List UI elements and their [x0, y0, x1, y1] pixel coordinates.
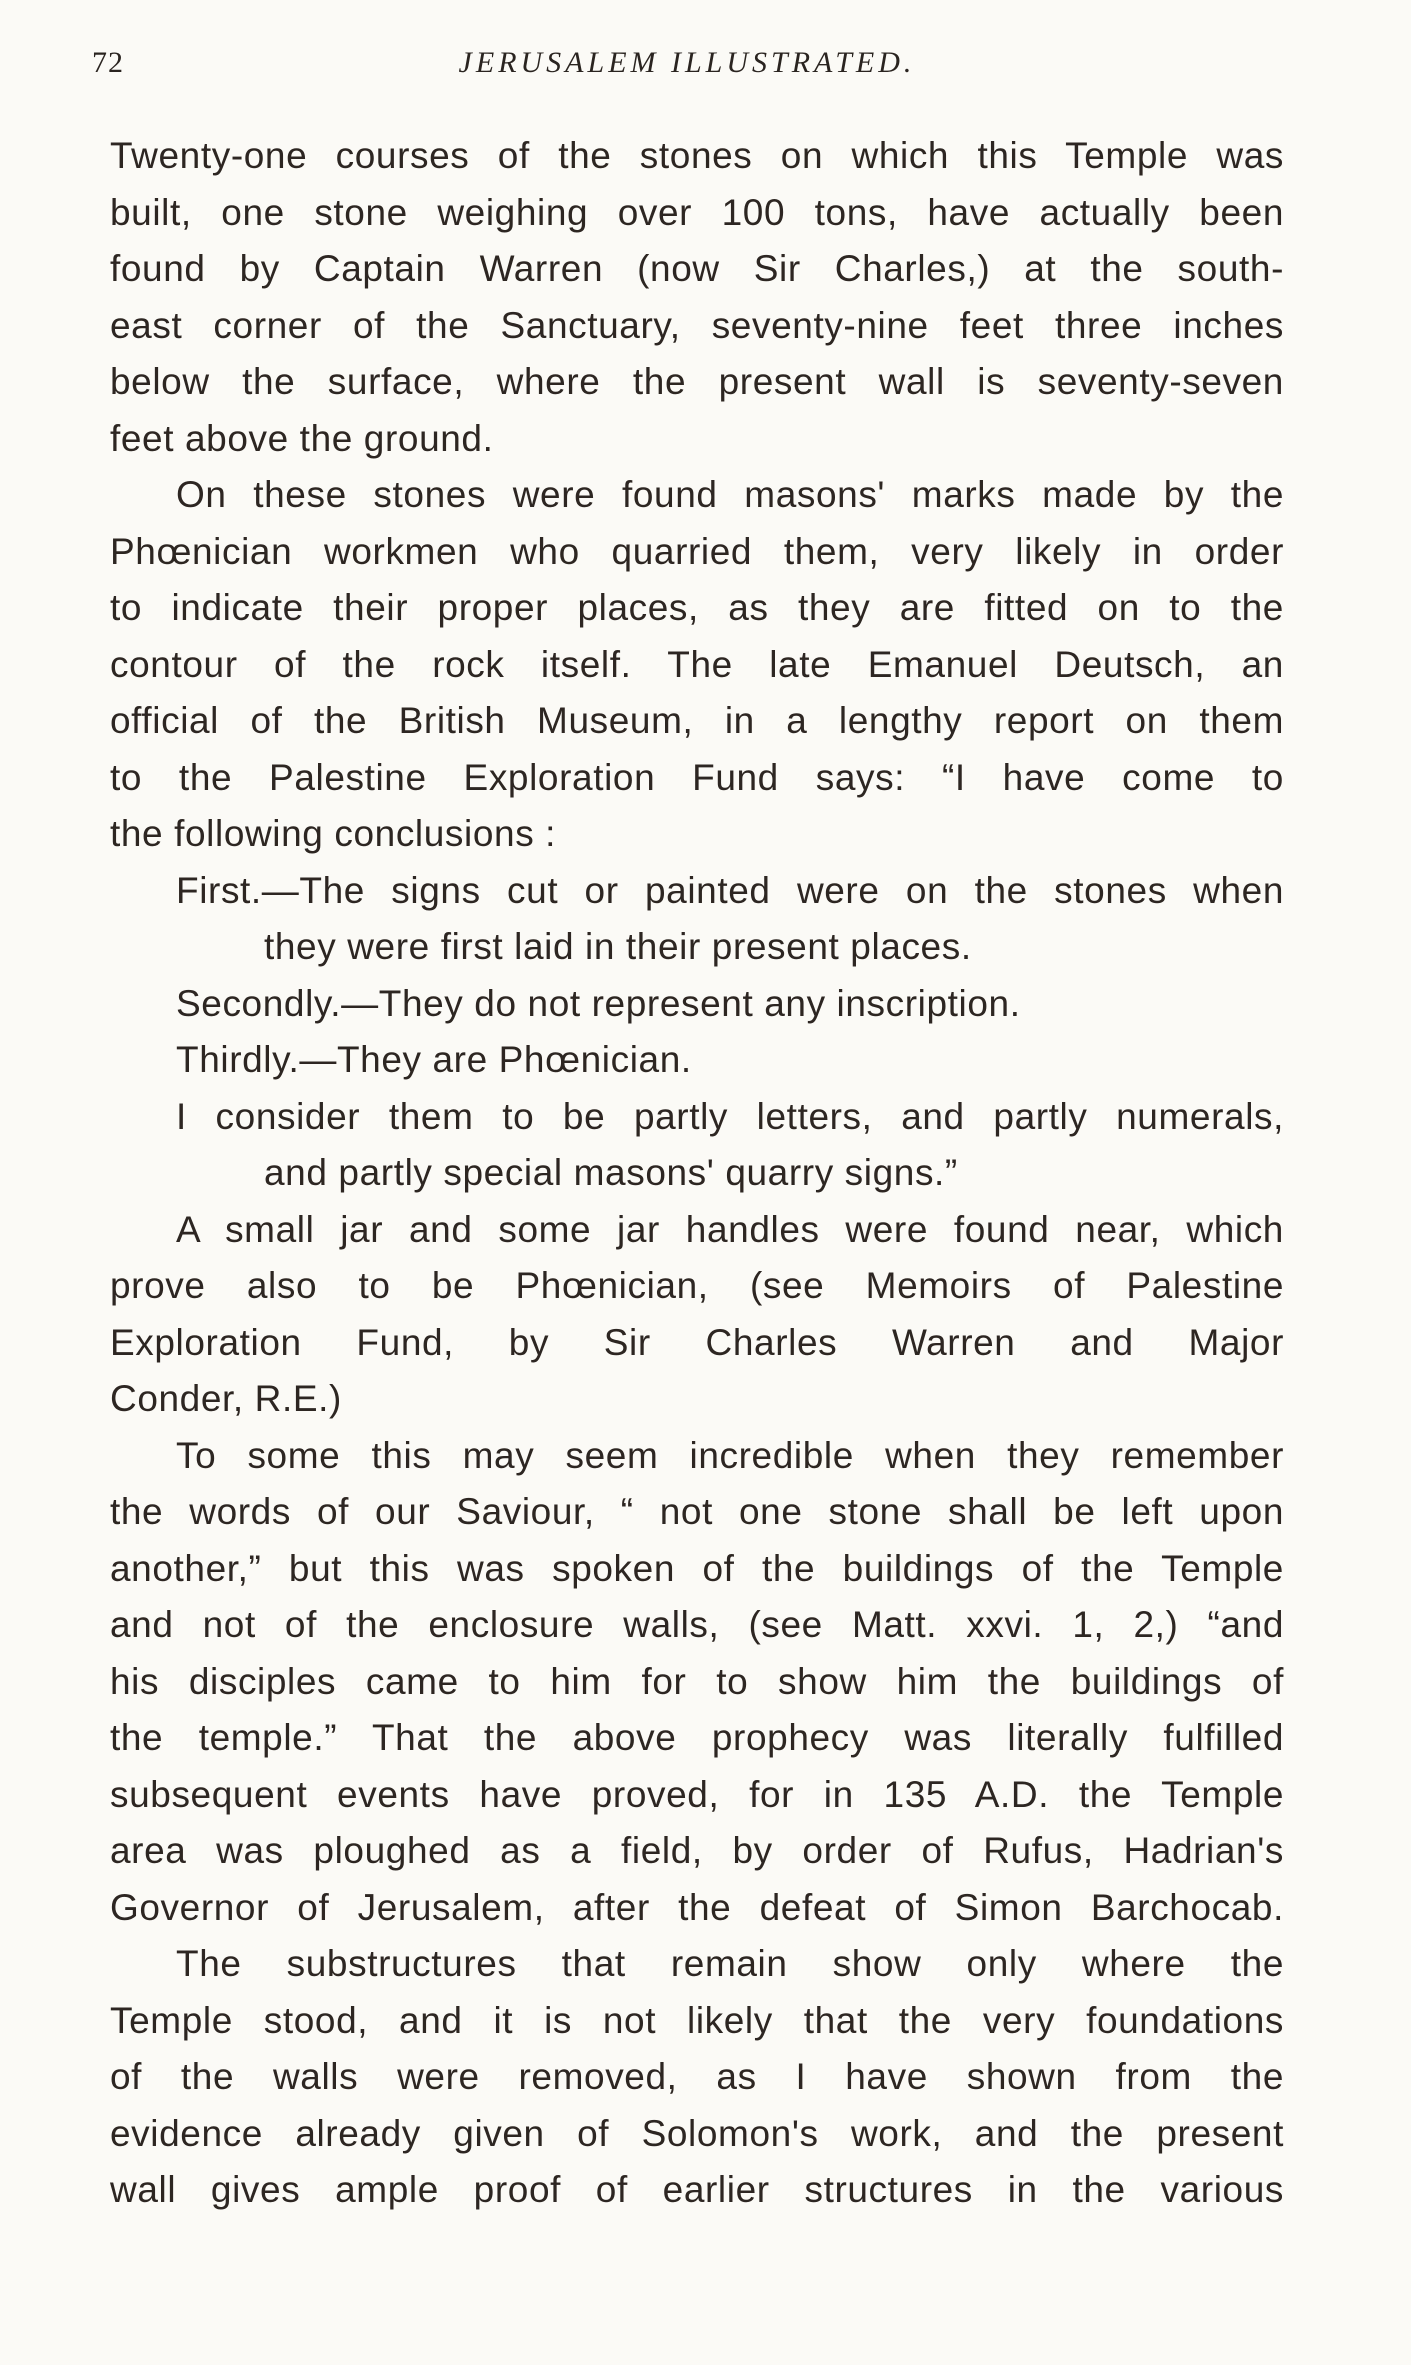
- text-line: The substructures that remain show only where the: [176, 1943, 1284, 1984]
- text-line: Governor of Jerusalem, after the defeat of Simon Barchocab.: [110, 1886, 1284, 1928]
- text-line: feet above the ground.: [110, 417, 494, 459]
- text-line: the temple.” That the above prophecy was literally fulfilled: [110, 1717, 1284, 1758]
- text-line: Conder, R.E.): [110, 1378, 342, 1419]
- text-line: to indicate their proper places, as they are fitted on to the: [110, 587, 1284, 628]
- running-head: [92, 46, 1282, 96]
- text-line: Thirdly.—They are Phœnician.: [176, 1039, 692, 1080]
- text-line: Twenty-one courses of the stones on which this Temple was: [110, 135, 1284, 176]
- text-line: Exploration Fund, by Sir Charles Warren and Major: [110, 1321, 1284, 1363]
- text-line: First.—The signs cut or painted were on the stones when: [176, 869, 1284, 911]
- text-line: and partly special masons' quarry signs.”: [264, 1152, 958, 1193]
- text-line: they were first laid in their present places.: [264, 926, 972, 967]
- text-line: his disciples came to him for to show him the buildings of: [110, 1660, 1284, 1702]
- text-line: east corner of the Sanctuary, seventy-nine feet three inches: [110, 304, 1284, 346]
- body-text: [110, 128, 1284, 2219]
- text-line: Temple stood, and it is not likely that the very foundations: [110, 1999, 1284, 2041]
- text-line: another,” but this was spoken of the buildings of the Temple: [110, 1547, 1284, 1589]
- running-title: JERUSALEM ILLUSTRATED.: [458, 46, 916, 79]
- text-line: prove also to be Phœnician, (see Memoirs of Palestine: [110, 1265, 1284, 1306]
- text-line: the words of our Saviour, “ not one stone shall be left upon: [110, 1491, 1284, 1532]
- text-line: To some this may seem incredible when they remember: [176, 1434, 1284, 1476]
- text-line: Phœnician workmen who quarried them, very likely in order: [110, 530, 1284, 572]
- text-line: and not of the enclosure walls, (see Matt. xxvi. 1, 2,) “and: [110, 1604, 1284, 1645]
- text-line: of the walls were removed, as I have shown from the: [110, 2056, 1284, 2097]
- text-line: official of the British Museum, in a lengthy report on them: [110, 700, 1284, 741]
- text-line: subsequent events have proved, for in 135 A.D. the Temple: [110, 1773, 1284, 1815]
- text-line: evidence already given of Solomon's work, and the present: [110, 2112, 1284, 2154]
- text-line: built, one stone weighing over 100 tons, have actually been: [110, 191, 1284, 233]
- text-line: contour of the rock itself. The late Emanuel Deutsch, an: [110, 643, 1284, 685]
- text-line: A small jar and some jar handles were found near, which: [176, 1208, 1284, 1250]
- text-line: On these stones were found masons' marks made by the: [176, 474, 1284, 515]
- text-line: Secondly.—They do not represent any inscription.: [176, 982, 1021, 1024]
- text-line: below the surface, where the present wall is seventy-seven: [110, 361, 1284, 402]
- text-line: the following conclusions :: [110, 813, 557, 854]
- page-number: 72: [92, 46, 124, 79]
- text-line: area was ploughed as a field, by order of Rufus, Hadrian's: [110, 1830, 1284, 1871]
- text-line: I consider them to be partly letters, and partly numerals,: [176, 1095, 1284, 1137]
- text-line: to the Palestine Exploration Fund says: “I have come to: [110, 756, 1284, 798]
- text-line: found by Captain Warren (now Sir Charles,) at the south-: [110, 248, 1284, 289]
- text-line: wall gives ample proof of earlier structures in the various: [110, 2169, 1284, 2210]
